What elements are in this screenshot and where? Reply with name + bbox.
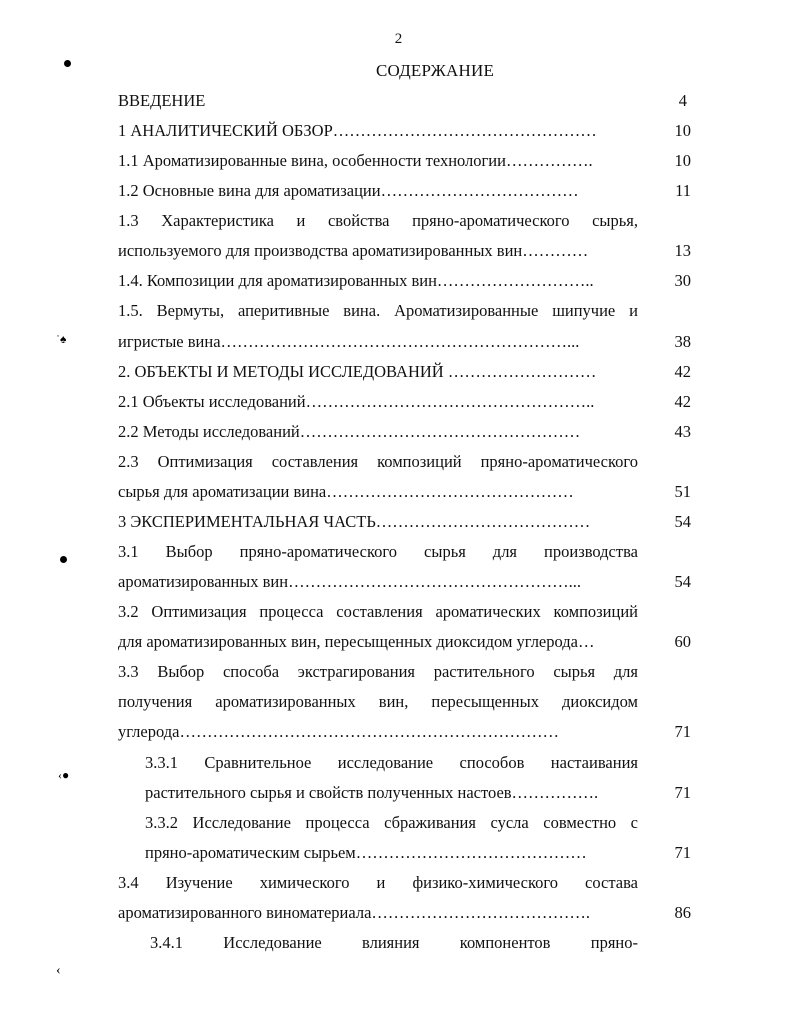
toc-entry: 3.3.2 Исследование процесса сбраживания сусла совместно с xyxy=(145,813,638,832)
toc-entry: 3.4.1 Исследование влияния компонентов пряно- xyxy=(150,933,638,952)
toc-entry-continuation: получения ароматизированных вин, пересыщенных диоксидом xyxy=(118,692,638,711)
toc-page-number: 71 xyxy=(674,722,691,741)
toc-page-number: 38 xyxy=(674,332,691,351)
toc-entry: 1.5. Вермуты, аперитивные вина. Ароматизированные шипучие и xyxy=(118,301,638,320)
toc-entry: 1.2 Основные вина для ароматизации……………………………… xyxy=(118,181,579,200)
toc-entry: 2.1 Объекты исследований…………………………………………….. xyxy=(118,392,595,411)
toc-page-number: 54 xyxy=(674,572,691,591)
toc-entry: 3 ЭКСПЕРИМЕНТАЛЬНАЯ ЧАСТЬ………………………………… xyxy=(118,512,591,531)
toc-page-number: 42 xyxy=(674,392,691,411)
toc-page-number: 42 xyxy=(674,362,691,381)
toc-entry-continuation: ароматизированных вин……………………………………………... xyxy=(118,572,581,591)
scan-mark: ˙♠ xyxy=(56,332,67,346)
scan-mark-dot xyxy=(64,60,71,67)
toc-page-number: 71 xyxy=(674,783,691,802)
page-number: 2 xyxy=(394,31,403,47)
toc-entry: 2.2 Методы исследований…………………………………………… xyxy=(118,422,581,441)
toc-entry: 2. ОБЪЕКТЫ И МЕТОДЫ ИССЛЕДОВАНИЙ ……………………… xyxy=(118,362,597,381)
toc-page-number: 13 xyxy=(674,241,691,260)
scan-mark: ‹ xyxy=(56,963,61,978)
toc-entry-continuation: используемого для производства ароматизированных вин………… xyxy=(118,241,589,260)
toc-entry-continuation: игристые вина………………………………………………………... xyxy=(118,332,580,351)
toc-page-number: 43 xyxy=(674,422,691,441)
toc-page-number: 86 xyxy=(674,903,691,922)
toc-page-number: 60 xyxy=(674,632,691,651)
toc-entry: 1.4. Композиции для ароматизированных вин……………………….. xyxy=(118,271,594,290)
toc-entry-continuation: сырья для ароматизации вина……………………………………… xyxy=(118,482,574,501)
toc-entry: 1.3 Характеристика и свойства пряно-ароматического сырья, xyxy=(118,211,638,230)
toc-page-number: 11 xyxy=(675,181,691,200)
toc-page-number: 10 xyxy=(674,151,691,170)
toc-entry: 3.1 Выбор пряно-ароматического сырья для производства xyxy=(118,542,638,561)
toc-page-number: 51 xyxy=(674,482,691,501)
toc-entry-continuation: пряно-ароматическим сырьем…………………………………… xyxy=(145,843,587,862)
toc-entry: 3.3.1 Сравнительное исследование способов настаивания xyxy=(145,753,638,772)
toc-entry: 3.2 Оптимизация процесса составления ароматических композиций xyxy=(118,602,638,621)
toc-entry: 3.4 Изучение химического и физико-химического состава xyxy=(118,873,638,892)
toc-page-number: 54 xyxy=(674,512,691,531)
page-title: СОДЕРЖАНИЕ xyxy=(375,61,495,80)
toc-entry: 1.1 Ароматизированные вина, особенности технологии……………. xyxy=(118,151,593,170)
toc-page-number: 4 xyxy=(678,91,687,110)
toc-entry-continuation: ароматизированного виноматериала…………………………………. xyxy=(118,903,591,922)
toc-page-number: 10 xyxy=(674,121,691,140)
toc-entry: 3.3 Выбор способа экстрагирования растительного сырья для xyxy=(118,662,638,681)
toc-entry: 2.3 Оптимизация составления композиций пряно-ароматического xyxy=(118,452,638,471)
toc-entry-introduction: ВВЕДЕНИЕ xyxy=(118,91,206,110)
toc-entry-continuation: углерода…………………………………………………………… xyxy=(118,722,559,741)
toc-page-number: 30 xyxy=(674,271,691,290)
toc-page-number: 71 xyxy=(674,843,691,862)
toc-entry-continuation: для ароматизированных вин, пересыщенных диоксидом углерода… xyxy=(118,632,595,651)
toc-entry: 1 АНАЛИТИЧЕСКИЙ ОБЗОР………………………………………… xyxy=(118,121,597,140)
scan-mark: ‹● xyxy=(58,768,70,782)
toc-entry-continuation: растительного сырья и свойств полученных настоев……………. xyxy=(145,783,599,802)
scan-mark-dot xyxy=(60,556,67,563)
